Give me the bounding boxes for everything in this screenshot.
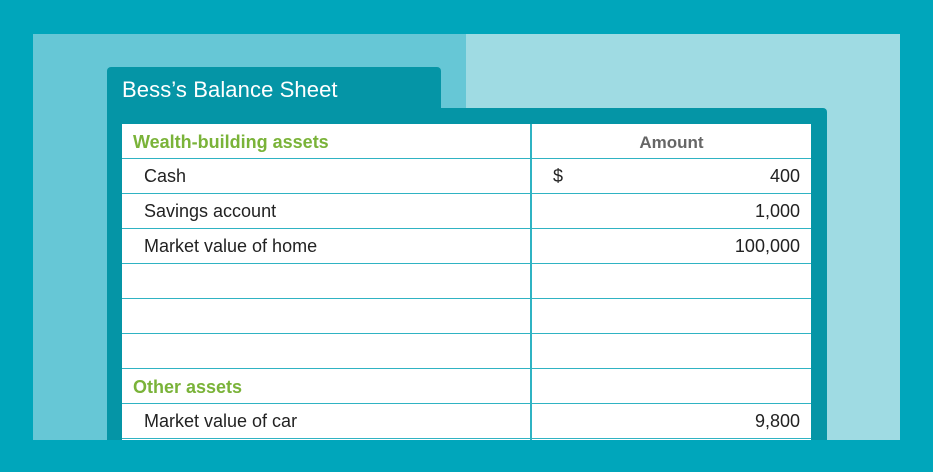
table-row (122, 404, 811, 439)
row-amount: 400 (769, 166, 800, 186)
amount-column-header: Amount (639, 133, 704, 152)
table-section-row (122, 369, 811, 404)
balance-table (122, 124, 811, 440)
table-row (122, 299, 811, 334)
table-row (122, 264, 811, 299)
table-header-row (122, 124, 811, 159)
section-heading-other-assets: Other assets (133, 377, 243, 397)
row-amount: 100,000 (734, 236, 800, 256)
table-row (122, 159, 811, 194)
section-heading-wealth-building: Wealth-building assets (133, 132, 329, 152)
table-row (122, 194, 811, 229)
row-label: Savings account (144, 201, 277, 221)
column-divider (530, 124, 532, 440)
row-label: Market value of car (144, 411, 298, 431)
sheet-title: Bess’s Balance Sheet (122, 77, 338, 102)
row-amount: 9,800 (754, 411, 800, 431)
row-label: Cash (144, 166, 187, 186)
table-row (122, 229, 811, 264)
table-row (122, 334, 811, 369)
row-amount: 1,000 (754, 201, 800, 221)
currency-symbol: $ (553, 166, 564, 186)
row-label: Market value of home (144, 236, 318, 256)
